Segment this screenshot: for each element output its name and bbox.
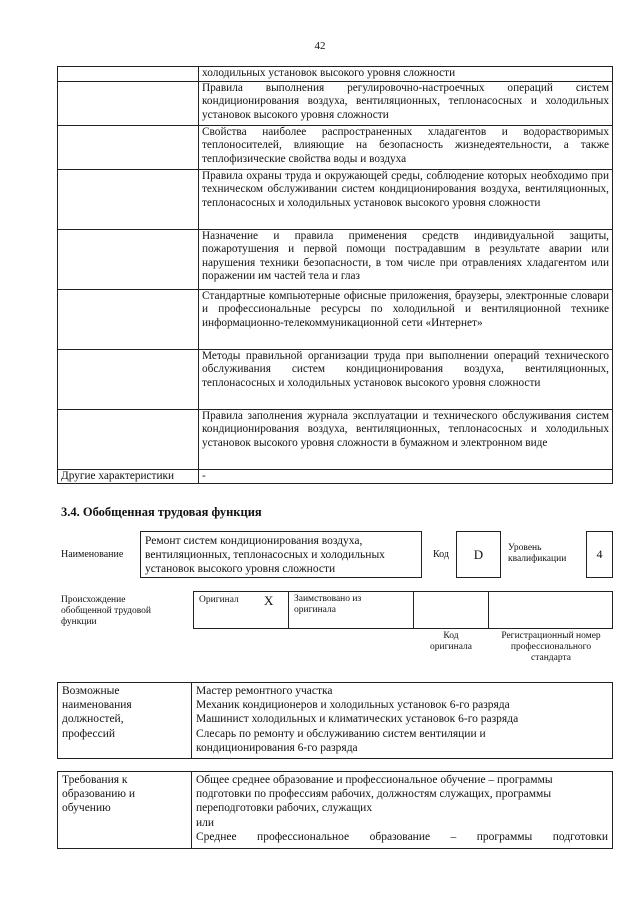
education-label: Требования к образованию и обучению — [58, 772, 192, 849]
knowledge-table — [57, 66, 613, 484]
education-table — [57, 771, 613, 849]
function-name-line: вентиляционных, теплонасосных и холодильных — [145, 549, 385, 561]
table-row — [58, 772, 613, 849]
knowledge-item: Назначение и правила применения средств индивидуальной защиты, пожаротушения и первой помощи пострадавшим в результате аварии или нарушения техники безопасности, в том числе при отравлениях хладагентом или поражении им частей тела и глаз — [199, 229, 613, 289]
table-row — [58, 409, 613, 469]
page-number: 42 — [314, 40, 326, 52]
borrowed-box: Заимствовано из оригинала — [288, 591, 414, 629]
table-row — [58, 683, 613, 759]
registration-number-caption: Регистрационный номер профессионального стандарта — [501, 631, 601, 663]
knowledge-item: холодильных установок высокого уровня сложности — [199, 67, 613, 82]
original-mark: X — [264, 593, 274, 608]
other-characteristics-label: Другие характеристики — [58, 469, 199, 484]
knowledge-item: Правила выполнения регулировочно-настроечных операций систем кондиционирования воздуха, вентиляционных, теплонасосных и холодильных установок высокого уровня сложности — [199, 81, 613, 125]
registration-number-box — [488, 591, 613, 629]
original-box — [193, 591, 289, 629]
knowledge-item: Свойства наиболее распространенных хладагентов и водорастворимых теплоносителей, влияющие на безопасность жизнедеятельности, а также теплофизические свойства воды и воздуха — [199, 125, 613, 169]
other-characteristics-value: - — [199, 469, 613, 484]
level-value-box: 4 — [586, 531, 613, 578]
positions-table — [57, 682, 613, 759]
table-row — [58, 349, 613, 409]
original-code-box — [413, 591, 489, 629]
list-item: кондиционирования 6-го разряда — [196, 741, 358, 754]
positions-list — [192, 683, 613, 759]
function-name-line: Ремонт систем кондиционирования воздуха, — [145, 535, 363, 547]
positions-label: Возможные наименования должностей, профессий — [58, 683, 192, 759]
list-item: Мастер ремонтного участка — [196, 685, 333, 697]
list-item: Механик кондиционеров и холодильных установок 6-го разряда — [196, 699, 510, 712]
origin-label: Происхождение обобщенной трудовой функции — [61, 595, 151, 627]
education-requirements: Общее среднее образование и профессиональное обучение – программы подготовки по профессиям рабочих, должностям служащих, программы переподготовки рабочих, служащих или Среднее профессиональное образование – программы подготовки — [192, 772, 613, 849]
code-value-box: D — [456, 531, 501, 578]
table-row — [58, 125, 613, 169]
knowledge-item: Правила охраны труда и окружающей среды, соблюдение которых необходимо при техническом обслуживании систем кондиционирования воздуха, вентиляционных, теплонасосных и холодильных установок высокого уровня сложности — [199, 169, 613, 229]
original-label: Оригинал — [199, 595, 239, 605]
list-item: Машинист холодильных и климатических установок 6-го разряда — [196, 713, 519, 726]
list-item: Слесарь по ремонту и обслуживанию систем вентиляции и — [196, 727, 486, 740]
table-row — [58, 67, 613, 82]
name-label: Наименование — [61, 549, 124, 560]
knowledge-item: Методы правильной организации труда при выполнении операций технического обслуживания систем кондиционирования воздуха, вентиляционных, теплонасосных и холодильных установок высокого уровня сложности — [199, 349, 613, 409]
table-row — [58, 289, 613, 349]
function-name-line: установок высокого уровня сложности — [145, 563, 336, 575]
table-row — [58, 229, 613, 289]
section-title: 3.4. Обобщенная трудовая функция — [61, 505, 262, 519]
original-code-caption: Код оригинала — [430, 631, 472, 652]
knowledge-item: Стандартные компьютерные офисные приложения, браузеры, электронные словари и профессиональные ресурсы по холодильной и вентиляционной технике информационно-телекоммуникационной сети «Интернет» — [199, 289, 613, 349]
table-row — [58, 469, 613, 484]
knowledge-item: Правила заполнения журнала эксплуатации и технического обслуживания систем кондиционирования воздуха, вентиляционных, теплонасосных и холодильных установок высокого уровня сложности в бумажном и электронном виде — [199, 409, 613, 469]
table-row — [58, 169, 613, 229]
table-row — [58, 81, 613, 125]
level-label: Уровень квалификации — [508, 543, 567, 564]
function-name-box — [140, 531, 422, 578]
code-label: Код — [433, 549, 449, 560]
